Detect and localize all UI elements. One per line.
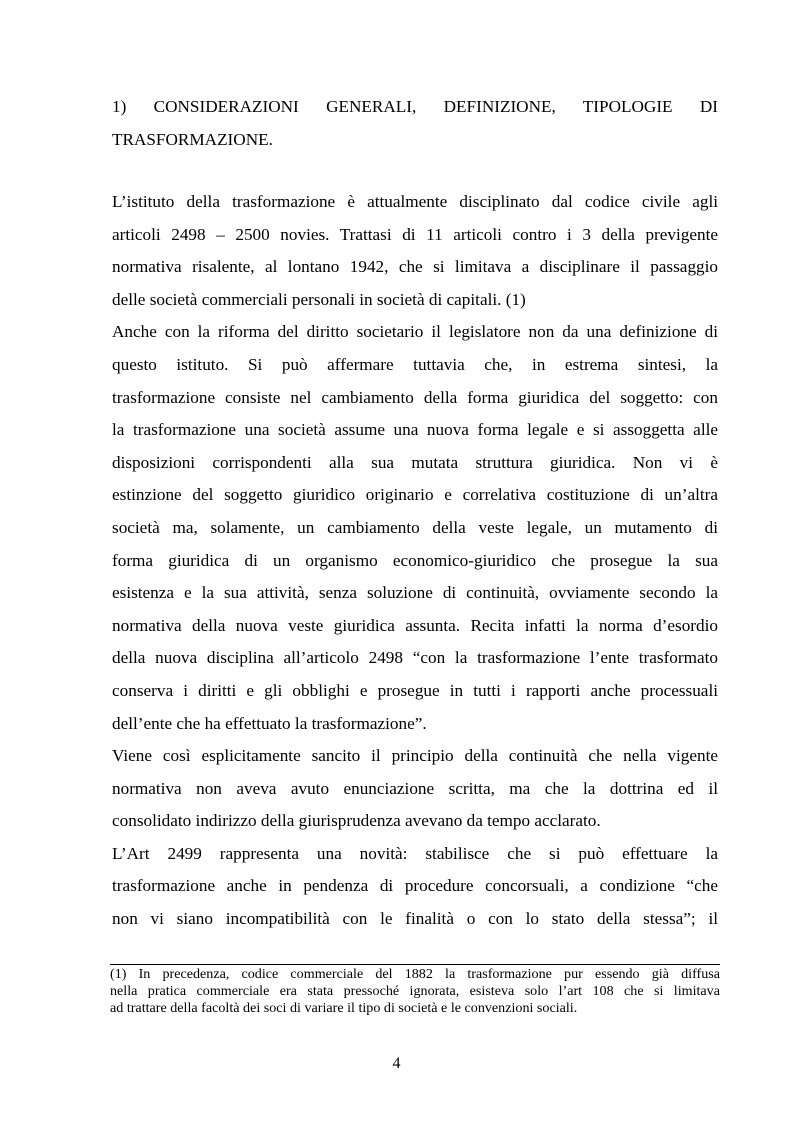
body-line: L’istituto della trasformazione è attualmente disciplinato dal codice civile agli (112, 192, 718, 211)
body-line: normativa della nuova veste giuridica assunta. Recita infatti la norma d’esordio (112, 615, 718, 635)
body-line: delle società commerciali personali in società di capitali. (1) (112, 289, 526, 309)
body-line: L’Art 2499 rappresenta una novità: stabilisce che si può effettuare la (112, 843, 718, 863)
footnote (110, 966, 720, 1016)
body-line: consolidato indirizzo della giurisprudenza avevano da tempo acclarato. (112, 811, 601, 831)
footnote-line: nella pratica commerciale era stata pressoché ignorata, esisteva solo l’art 108 che si limitava (110, 982, 720, 999)
page-number: 4 (392, 1055, 401, 1072)
body-line: Viene così esplicitamente sancito il principio della continuità che nella vigente (112, 746, 718, 766)
body-line: forma giuridica di un organismo economico-giuridico che prosegue la sua (112, 550, 718, 570)
heading-line: TRASFORMAZIONE. (112, 129, 273, 149)
body-line: della nuova disciplina all’articolo 2498 “con la trasformazione l’ente trasformato (112, 648, 718, 668)
body-line: estinzione del soggetto giuridico originario e correlativa costituzione di un’altra (112, 485, 718, 505)
body-line: questo istituto. Si può affermare tuttavia che, in estrema sintesi, la (112, 354, 718, 374)
body-line: normativa risalente, al lontano 1942, che si limitava a disciplinare il passaggio (112, 257, 718, 277)
body-line: trasformazione consiste nel cambiamento della forma giuridica del soggetto: con (112, 387, 718, 407)
body-line: disposizioni corrispondenti alla sua mutata struttura giuridica. Non vi è (112, 452, 718, 472)
body-line: società ma, solamente, un cambiamento della veste legale, un mutamento di (112, 517, 718, 537)
body-line: esistenza e la sua attività, senza soluzione di continuità, ovviamente secondo la (112, 583, 718, 603)
body-line: trasformazione anche in pendenza di procedure concorsuali, a condizione “che (112, 876, 718, 896)
body-line: non vi siano incompatibilità con le finalità o con lo stato della stessa”; il (112, 909, 718, 929)
body-line: normativa non aveva avuto enunciazione scritta, ma che la dottrina ed il (112, 778, 718, 798)
body-line: articoli 2498 – 2500 novies. Trattasi di 11 articoli contro i 3 della previgente (112, 224, 718, 244)
body-line: conserva i diritti e gli obblighi e prosegue in tutti i rapporti anche processuali (112, 680, 718, 700)
footnote-line: ad trattare della facoltà dei soci di variare il tipo di società e le convenzioni sociali. (110, 999, 578, 1016)
body-line: dell’ente che ha effettuato la trasformazione”. (112, 713, 427, 733)
heading-line: 1) CONSIDERAZIONI GENERALI, DEFINIZIONE, TIPOLOGIE DI (112, 97, 718, 116)
body-paragraphs (112, 186, 718, 936)
footnote-divider (110, 964, 720, 965)
body-line: Anche con la riforma del diritto societario il legislatore non da una definizione di (112, 322, 718, 342)
footnote-line: (1) In precedenza, codice commerciale del 1882 la trasformazione pur essendo già diffusa (110, 966, 720, 982)
section-heading (112, 91, 718, 156)
body-line: la trasformazione una società assume una nuova forma legale e si assoggetta alle (112, 420, 718, 440)
